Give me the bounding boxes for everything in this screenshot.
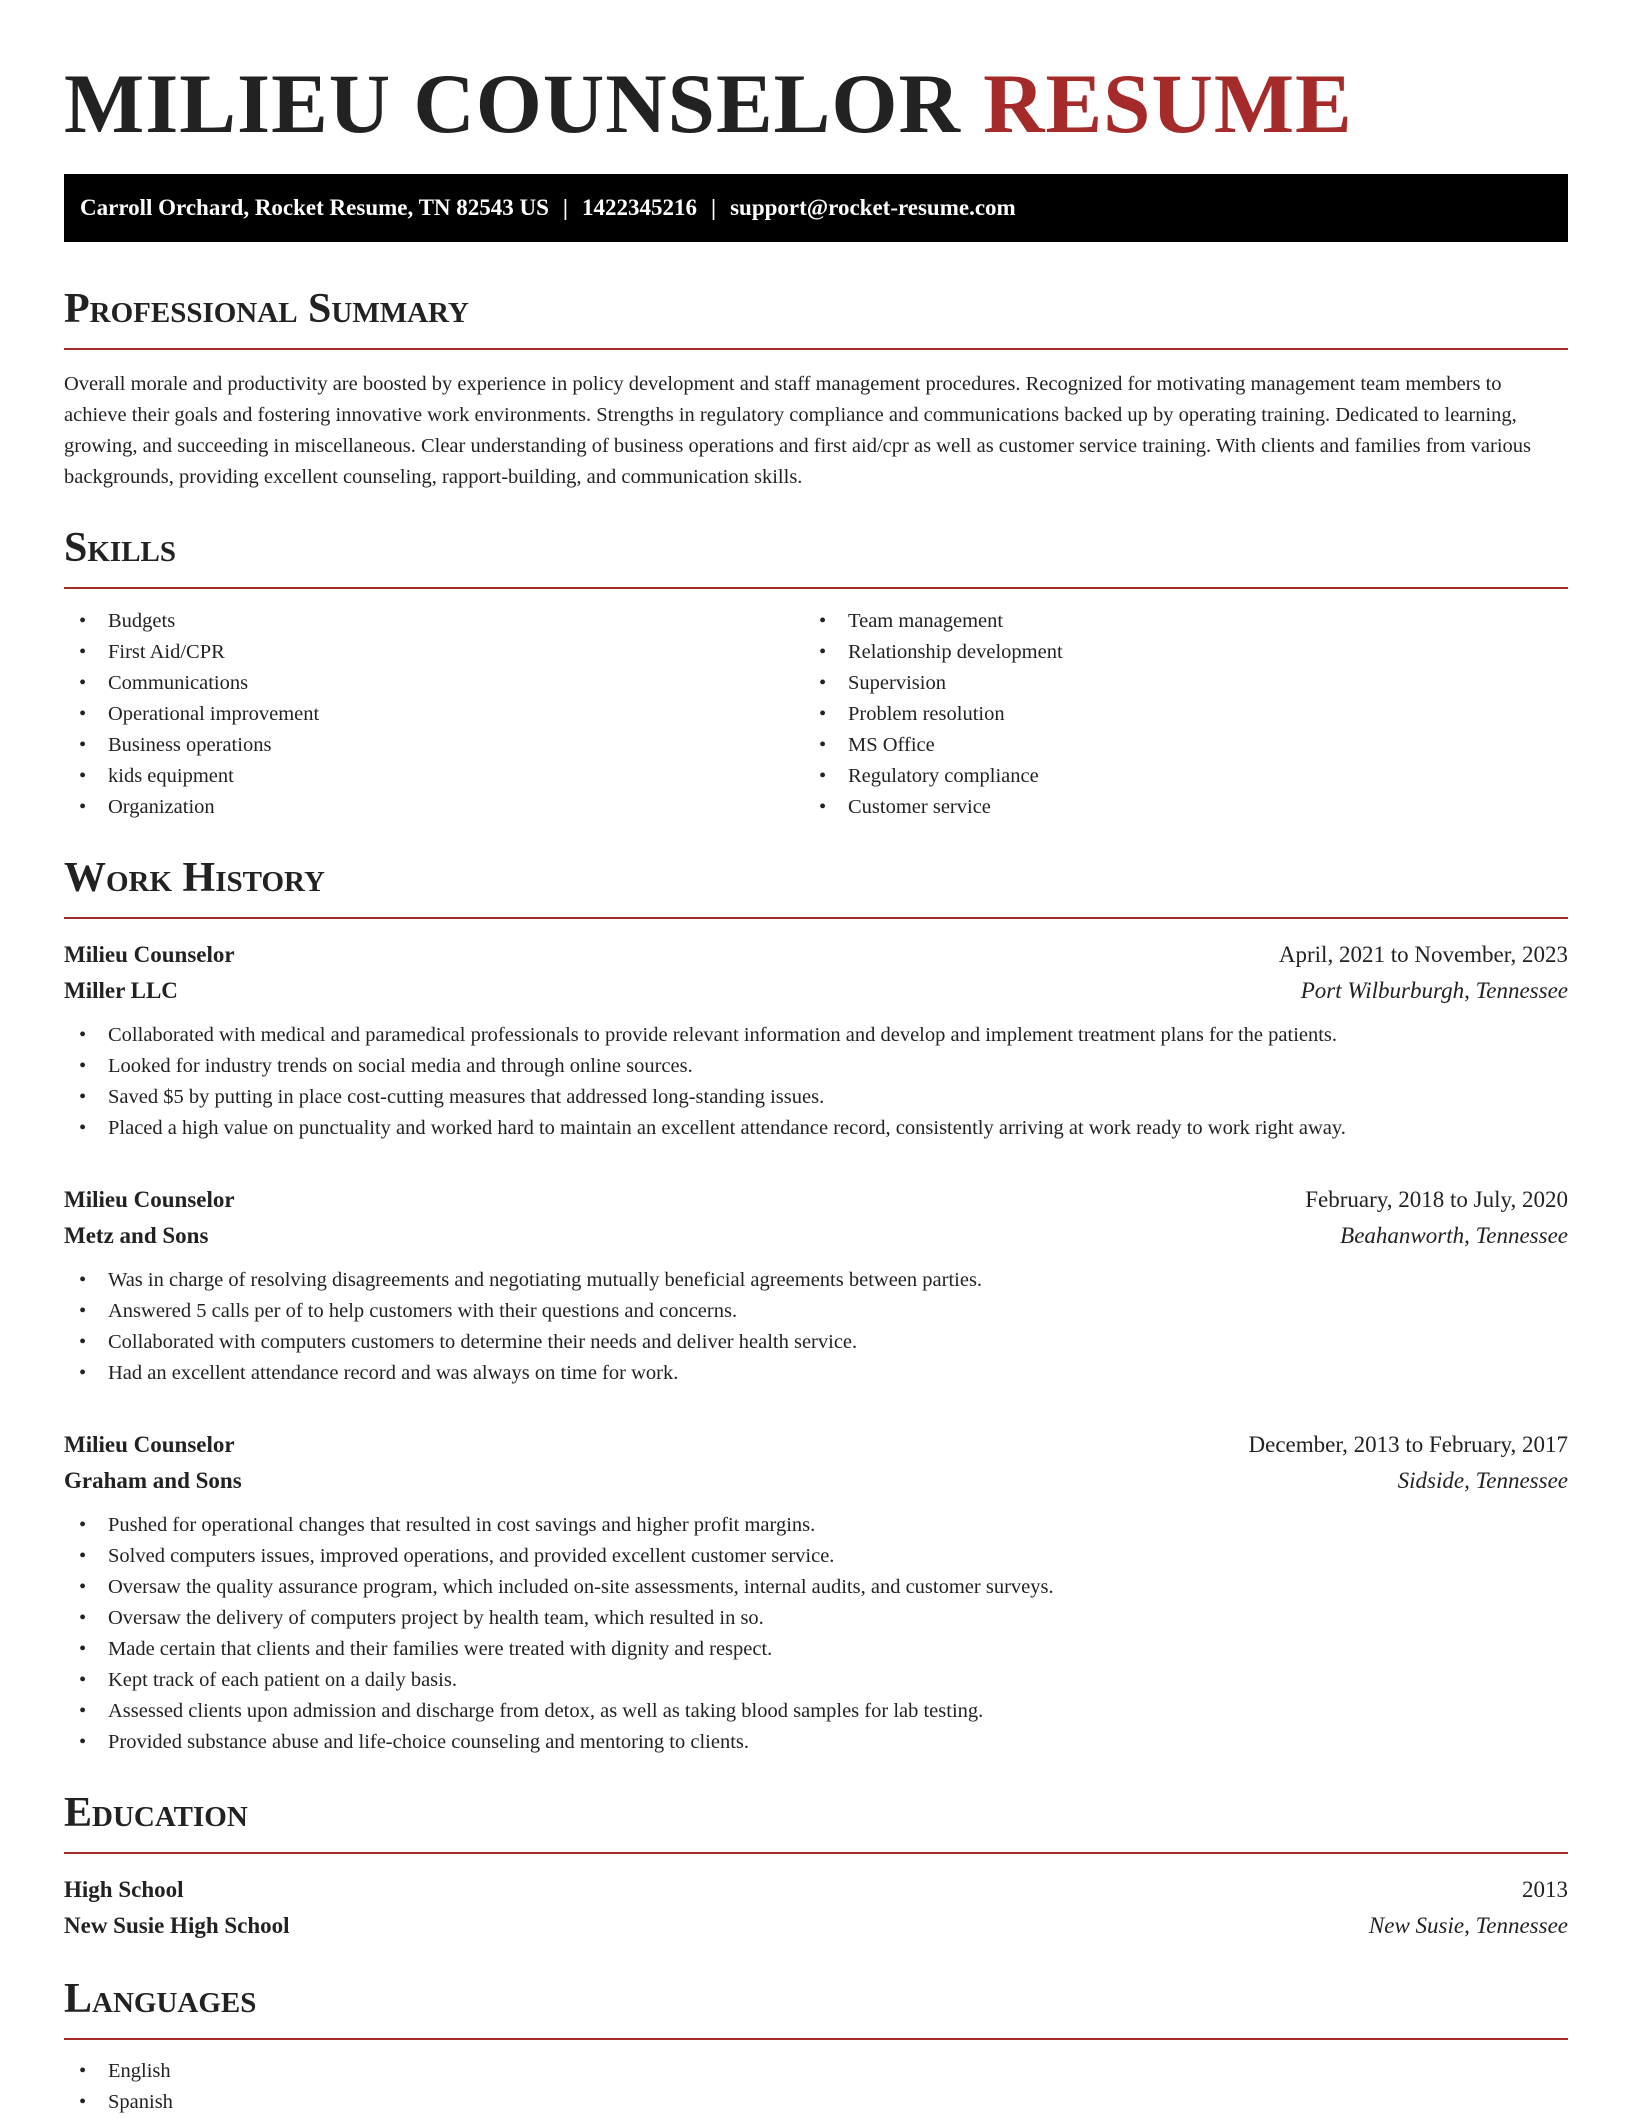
job-title-row <box>64 937 1568 973</box>
job-company-row <box>64 1218 1568 1254</box>
job-duty: • Oversaw the delivery of computers project by health team, which resulted in so. <box>64 1603 1568 1634</box>
education-degree-row <box>64 1872 1568 1908</box>
section-heading-languages: Languages <box>64 1974 1568 2040</box>
job-duty: • Had an excellent attendance record and was always on time for work. <box>64 1358 1568 1389</box>
job-duty: • Oversaw the quality assurance program, which included on-site assessments, internal audits, and customer surveys. <box>64 1572 1568 1603</box>
education-location: New Susie, Tennessee <box>1368 1913 1568 1938</box>
job-duty: • Collaborated with computers customers to determine their needs and deliver health service. <box>64 1327 1568 1358</box>
job-title-row <box>64 1427 1568 1463</box>
job-title: Milieu Counselor <box>64 942 235 967</box>
skill-item: • Business operations <box>64 730 804 761</box>
skills-list-right <box>804 606 1544 823</box>
job-duty: • Collaborated with medical and paramedical professionals to provide relevant information and develop and implement treatment plans for the patients. <box>64 1020 1568 1051</box>
job-title-row <box>64 1182 1568 1218</box>
job-title: Milieu Counselor <box>64 1187 235 1212</box>
contact-separator: | <box>711 195 717 220</box>
job-duty: • Was in charge of resolving disagreements and negotiating mutually beneficial agreements between parties. <box>64 1265 1568 1296</box>
title-main: MILIEU COUNSELOR <box>64 57 961 151</box>
skill-item: • Regulatory compliance <box>804 761 1544 792</box>
section-heading-summary: Professional Summary <box>64 284 1568 350</box>
contact-separator: | <box>562 195 568 220</box>
skill-item: • First Aid/CPR <box>64 637 804 668</box>
section-heading-work: Work History <box>64 853 1568 919</box>
skill-item: • Customer service <box>804 792 1544 823</box>
skill-item: • Relationship development <box>804 637 1544 668</box>
skills-section <box>64 523 1568 823</box>
job-company: Metz and Sons <box>64 1223 209 1248</box>
work-history-section <box>64 853 1568 1758</box>
education-school-row <box>64 1908 1568 1944</box>
education-year: 2013 <box>1522 1877 1568 1902</box>
summary-text: Overall morale and productivity are boosted by experience in policy development and staff management procedures. Recognized for motivating management team members to achieve their goals and fostering innovative work environments. Strengths in regulatory compliance and communications backed up by operating training. Dedicated to learning, growing, and succeeding in miscellaneous. Clear understanding of business operations and first aid/cpr as well as customer service training. With clients and families from various backgrounds, providing excellent counseling, rapport-building, and communication skills. <box>64 373 1532 488</box>
job-duty: • Assessed clients upon admission and discharge from detox, as well as taking blood samples for lab testing. <box>64 1696 1568 1727</box>
job-duty: • Answered 5 calls per of to help customers with their questions and concerns. <box>64 1296 1568 1327</box>
job-entry <box>64 1182 1568 1389</box>
job-company-row <box>64 973 1568 1009</box>
job-duty: • Solved computers issues, improved operations, and provided excellent customer service. <box>64 1541 1568 1572</box>
job-company: Graham and Sons <box>64 1468 242 1493</box>
skill-item: • Team management <box>804 606 1544 637</box>
languages-list <box>64 2056 1568 2118</box>
education-degree: High School <box>64 1877 184 1902</box>
job-company-row <box>64 1463 1568 1499</box>
skills-list-left <box>64 606 804 823</box>
contact-phone: 1422345216 <box>582 195 697 220</box>
job-duty: • Provided substance abuse and life-choice counseling and mentoring to clients. <box>64 1727 1568 1758</box>
section-heading-education: Education <box>64 1788 1568 1854</box>
contact-email: support@rocket-resume.com <box>730 195 1016 220</box>
job-duties-list <box>64 1510 1568 1758</box>
job-dates: April, 2021 to November, 2023 <box>1278 942 1568 967</box>
job-company: Miller LLC <box>64 978 178 1003</box>
language-item: • Spanish <box>64 2087 1568 2118</box>
skill-item: • Problem resolution <box>804 699 1544 730</box>
job-entry <box>64 937 1568 1144</box>
job-duty: • Saved $5 by putting in place cost-cutting measures that addressed long-standing issues. <box>64 1082 1568 1113</box>
section-heading-skills: Skills <box>64 523 1568 589</box>
skill-item: • Operational improvement <box>64 699 804 730</box>
job-duties-list <box>64 1265 1568 1389</box>
job-duty: • Placed a high value on punctuality and worked hard to maintain an excellent attendance record, consistently arriving at work ready to work right away. <box>64 1113 1568 1144</box>
education-section <box>64 1788 1568 1944</box>
job-duty: • Looked for industry trends on social media and through online sources. <box>64 1051 1568 1082</box>
job-duty: • Kept track of each patient on a daily basis. <box>64 1665 1568 1696</box>
title-accent: RESUME <box>983 57 1353 151</box>
job-dates: December, 2013 to February, 2017 <box>1248 1432 1568 1457</box>
education-school: New Susie High School <box>64 1913 290 1938</box>
skill-item: • Organization <box>64 792 804 823</box>
job-location: Beahanworth, Tennessee <box>1340 1223 1568 1248</box>
job-duty: • Pushed for operational changes that resulted in cost savings and higher profit margins. <box>64 1510 1568 1541</box>
job-entry <box>64 1427 1568 1758</box>
languages-section <box>64 1974 1568 2118</box>
skills-grid <box>64 606 1568 823</box>
resume-title <box>64 0 1568 154</box>
job-duties-list <box>64 1020 1568 1144</box>
job-dates: February, 2018 to July, 2020 <box>1305 1187 1568 1212</box>
skill-item: • kids equipment <box>64 761 804 792</box>
skill-item: • Supervision <box>804 668 1544 699</box>
contact-address: Carroll Orchard, Rocket Resume, TN 82543 US <box>80 195 549 220</box>
contact-bar <box>64 174 1568 242</box>
skill-item: • Communications <box>64 668 804 699</box>
professional-summary-section <box>64 284 1568 493</box>
skill-item: • Budgets <box>64 606 804 637</box>
job-duty: • Made certain that clients and their families were treated with dignity and respect. <box>64 1634 1568 1665</box>
job-location: Sidside, Tennessee <box>1397 1468 1568 1493</box>
education-entry <box>64 1872 1568 1944</box>
language-item: • English <box>64 2056 1568 2087</box>
job-location: Port Wilburburgh, Tennessee <box>1300 978 1568 1003</box>
job-title: Milieu Counselor <box>64 1432 235 1457</box>
skill-item: • MS Office <box>804 730 1544 761</box>
